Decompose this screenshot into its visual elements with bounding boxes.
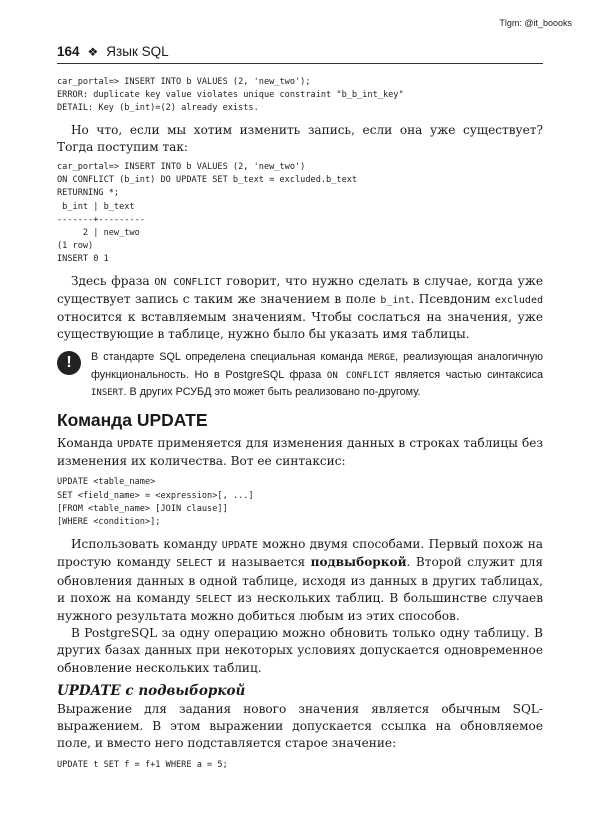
inline-code: b_int <box>380 294 411 306</box>
paragraph-update-intro: Команда UPDATE применяется для изменения данных в строках таблицы без изменения их количества. Вот ее синтаксис: <box>57 435 543 469</box>
paragraph-on-conflict-question: Но что, если мы хотим изменить запись, если она уже существует? Тогда поступим так: <box>57 122 543 154</box>
note-box <box>57 349 543 402</box>
paragraph-update-ways: Использовать команду UPDATE можно двумя способами. Первый похож на простую команду SELECT и называется подвыборкой. Второй служит для обновления данных в одной таблице, исходя из данных в других таблицах, и похож на команду SELECT из нескольких таблиц. В большинстве случаев нужного результата можно добиться любым из этих способов. <box>57 537 544 623</box>
diamond-separator-icon: ❖ <box>87 45 99 59</box>
code-block-on-conflict: car_portal=> INSERT INTO b VALUES (2, 'new_two') ON CONFLICT (b_int) DO UPDATE SET b_text = excluded.b_text RETURNING *; b_int | b_text -------+--------- 2 | new_two (1 row) INSERT 0 1 <box>57 162 358 265</box>
watermark: Tlgm: @it_boooks <box>499 18 572 28</box>
paragraph-subquery: Выражение для задания нового значения является обычным SQL-выражением. В этом выражении допускается ссылка на обновляемое поле, и вместо него подставляется старое значение: <box>57 701 543 751</box>
page-content <box>57 76 543 773</box>
paragraph-on-conflict-explanation: Здесь фраза ON CONFLICT говорит, что нужно сделать в случае, когда уже существует запись с таким же значением в поле b_int. Псевдоним excluded относится к вставляемым значениям. Чтобы сослаться на значения, уже существующие в таблице, нужно было бы указать имя таблицы. <box>57 273 543 342</box>
paragraph-one-table: В PostgreSQL за одну операцию можно обновить только одну таблицу. В других базах данных при некоторых условиях допускается одновременное обновление нескольких таблиц. <box>57 626 543 675</box>
page-header <box>57 44 543 64</box>
code-block-insert-error: car_portal=> INSERT INTO b VALUES (2, 'new_two'); ERROR: duplicate key value violates unique constraint "b_b_int_key" DETAIL: Key (b_int)=(2) already exists. <box>57 77 404 114</box>
code-block-update-example: UPDATE t SET f = f+1 WHERE a = 5; <box>57 760 228 771</box>
subsection-title: UPDATE с подвыборкой <box>57 682 246 699</box>
chapter-title: Язык SQL <box>106 44 169 59</box>
section-title: Команда UPDATE <box>57 409 208 430</box>
note-text: В стандарте SQL определена специальная команда MERGE, реализующая аналогичную функциональность. Но в PostgreSQL фраза ON CONFLICT является частью синтаксиса INSERT. В других РСУБД это может быть реализовано по-другому. <box>91 351 543 399</box>
exclamation-icon: ! <box>57 351 81 375</box>
inline-code: excluded <box>494 294 543 306</box>
page-number: 164 <box>57 44 80 59</box>
inline-code: ON CONFLICT <box>154 276 222 288</box>
code-block-update-syntax: UPDATE <table_name> SET <field_name> = <expression>[, ...] [FROM <table_name> [JOIN clause]] [WHERE <condition>]; <box>57 477 254 527</box>
